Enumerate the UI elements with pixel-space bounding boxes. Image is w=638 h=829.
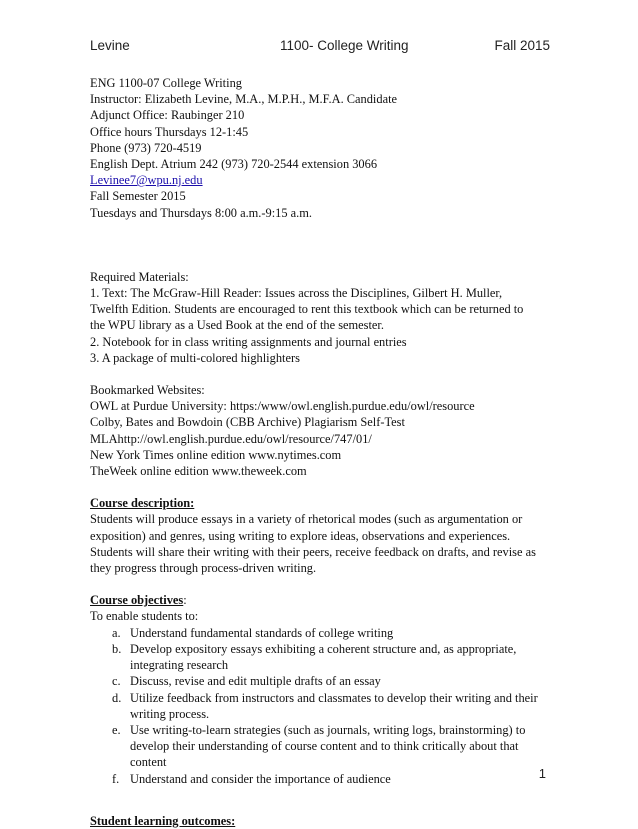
description-line-3: Students will share their writing with their peers, receive feedback on drafts, and revise as <box>90 544 536 559</box>
description-heading: Course description: <box>90 496 195 511</box>
objective-text: Understand fundamental standards of college writing <box>130 625 394 640</box>
description-section <box>90 495 552 576</box>
semester-line: Fall Semester 2015 <box>90 189 186 204</box>
office-line: Adjunct Office: Raubinger 210 <box>90 108 245 123</box>
materials-section <box>90 269 552 366</box>
objective-text: integrating research <box>130 658 229 673</box>
objective-marker: a. <box>112 625 121 640</box>
page-number: 1 <box>538 766 546 781</box>
objective-text: Develop expository essays exhibiting a coherent structure and, as appropriate, <box>130 641 517 656</box>
objective-text: content <box>130 755 167 770</box>
objectives-heading-line <box>90 592 552 608</box>
header-course: 1100- College Writing <box>280 38 409 53</box>
materials-item-1-cont2: the WPU library as a Used Book at the end of the semester. <box>90 318 384 333</box>
objective-item <box>90 722 552 771</box>
header-author: Levine <box>90 38 130 53</box>
materials-item-2: 2. Notebook for in class writing assignments and journal entries <box>90 334 407 349</box>
page-header <box>90 38 550 58</box>
websites-section <box>90 382 552 479</box>
outcomes-heading: Student learning outcomes: <box>90 813 236 828</box>
objective-marker: b. <box>112 641 122 656</box>
office-hours-line: Office hours Thursdays 12-1:45 <box>90 124 249 139</box>
websites-heading: Bookmarked Websites: <box>90 383 205 398</box>
objective-text: writing process. <box>130 706 210 721</box>
objectives-heading-colon: : <box>183 593 187 608</box>
description-line-1: Students will produce essays in a variety of rhetorical modes (such as argumentation or <box>90 512 523 527</box>
course-title: ENG 1100-07 College Writing <box>90 76 242 90</box>
outcomes-section <box>90 813 552 829</box>
email-link[interactable]: Levinee7@wpu.nj.edu <box>90 173 203 188</box>
phone-line: Phone (973) 720-4519 <box>90 140 202 155</box>
materials-heading: Required Materials: <box>90 269 189 284</box>
objective-text: Utilize feedback from instructors and classmates to develop their writing and their <box>130 690 538 705</box>
materials-item-3: 3. A package of multi-colored highlighters <box>90 350 300 365</box>
objectives-heading: Course objectives <box>90 593 184 608</box>
website-nytimes: New York Times online edition www.nytimes.com <box>90 447 342 462</box>
website-mla: MLAhttp://owl.english.purdue.edu/owl/resource/747/01/ <box>90 431 372 446</box>
objective-marker: d. <box>112 690 122 705</box>
objectives-list <box>90 625 552 787</box>
instructor-line: Instructor: Elizabeth Levine, M.A., M.P.H., M.F.A. Candidate <box>90 92 398 107</box>
objectives-section <box>90 592 552 786</box>
dept-line: English Dept. Atrium 242 (973) 720-2544 extension 3066 <box>90 157 378 172</box>
materials-item-1: 1. Text: The McGraw-Hill Reader: Issues across the Disciplines, Gilbert H. Muller, <box>90 286 503 301</box>
objective-item <box>90 690 552 722</box>
objective-item <box>90 673 552 689</box>
document-body <box>90 75 552 829</box>
objective-text: Discuss, revise and edit multiple drafts of an essay <box>130 674 381 689</box>
objective-marker: e. <box>112 722 121 737</box>
website-owl: OWL at Purdue University: https:/www/owl.english.purdue.edu/owl/resource <box>90 399 475 414</box>
objective-marker: f. <box>112 771 120 786</box>
description-line-4: they progress through process-driven writing. <box>90 561 317 576</box>
website-theweek: TheWeek online edition www.theweek.com <box>90 464 307 479</box>
objective-item <box>90 625 552 641</box>
header-term: Fall 2015 <box>494 38 550 53</box>
schedule-line: Tuesdays and Thursdays 8:00 a.m.-9:15 a.m. <box>90 205 312 220</box>
website-cbb: Colby, Bates and Bowdoin (CBB Archive) Plagiarism Self-Test <box>90 415 405 430</box>
objective-text: develop their understanding of course content and to think critically about that <box>130 739 519 754</box>
objective-text: Use writing-to-learn strategies (such as journals, writing logs, brainstorming) to <box>130 722 526 737</box>
course-info-block <box>90 75 552 221</box>
objective-item <box>90 771 552 787</box>
materials-item-1-cont: Twelfth Edition. Students are encouraged to rent this textbook which can be returned to <box>90 302 524 317</box>
objective-item <box>90 641 552 673</box>
description-line-2: exposition) and genres, using writing to explore ideas, observations and experiences. <box>90 528 511 543</box>
objective-text: Understand and consider the importance of audience <box>130 771 391 786</box>
objectives-intro: To enable students to: <box>90 609 199 624</box>
objective-marker: c. <box>112 674 121 689</box>
